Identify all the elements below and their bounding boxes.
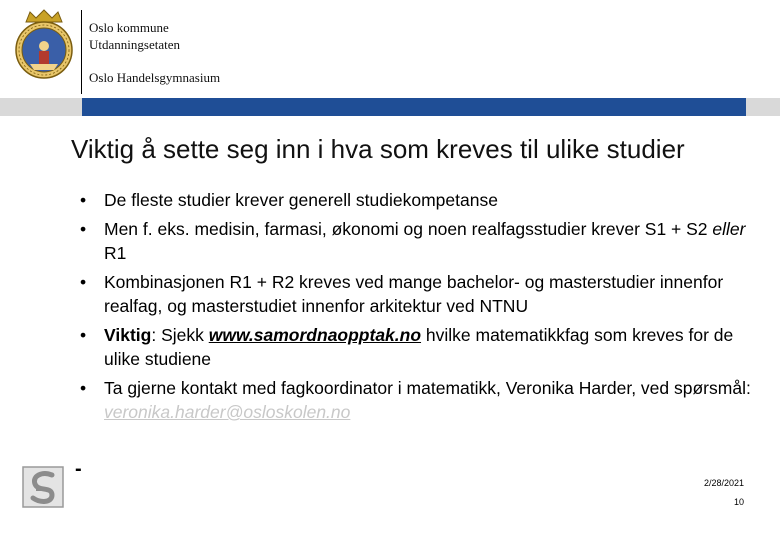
org-line-2: Utdanningsetaten	[89, 37, 180, 52]
bullet-emphasis: eller	[712, 219, 746, 239]
bullet-dot: •	[80, 219, 87, 239]
bullet-item	[80, 270, 760, 318]
dash-marker: -	[75, 458, 82, 480]
school-name: Oslo Handelsgymnasium	[89, 70, 221, 85]
bullet-dot: •	[80, 190, 87, 210]
samordnaopptak-link[interactable]: www.samordnaopptak.no	[208, 325, 422, 345]
osloskolen-logo-icon	[22, 466, 64, 508]
bullet-list	[80, 188, 760, 429]
email-link[interactable]: veronika.harder@osloskolen.no	[104, 402, 351, 422]
header-divider	[81, 10, 82, 94]
bullet-text: : Sjekk	[151, 325, 209, 345]
page-number: 10	[733, 497, 744, 507]
bullet-item	[80, 323, 760, 371]
bullet-text: R1	[104, 243, 127, 263]
bullet-item	[80, 188, 760, 212]
bullet-item	[80, 376, 760, 424]
bullet-text: Ta gjerne kontakt med fagkoordinator i matematikk, Veronika Harder, ved spørsmål:	[104, 378, 751, 398]
bullet-dot: •	[80, 325, 87, 345]
bullet-dot: •	[80, 378, 87, 398]
oslo-city-seal-icon	[12, 8, 76, 80]
org-line-1: Oslo kommune	[89, 20, 169, 35]
bullet-strong: Viktig	[104, 325, 152, 345]
header-band-blue	[82, 98, 746, 116]
bullet-text: Kombinasjonen R1 + R2 kreves ved mange bachelor- og masterstudier innenfor realfag, og masterstudiet innenfor arkitektur ved NTNU	[104, 272, 724, 316]
bullet-text: De fleste studier krever generell studiekompetanse	[104, 190, 498, 210]
bullet-dot: •	[80, 272, 87, 292]
bullet-text: hvilke matematikkfag som kreves for de ulike studiene	[104, 325, 734, 369]
slide-date: 2/28/2021	[703, 478, 744, 488]
slide-title: Viktig å sette seg inn i hva som kreves til ulike studier	[71, 134, 685, 164]
bullet-item	[80, 217, 760, 265]
bullet-text: Men f. eks. medisin, farmasi, økonomi og noen realfagsstudier krever S1 + S2	[104, 219, 713, 239]
